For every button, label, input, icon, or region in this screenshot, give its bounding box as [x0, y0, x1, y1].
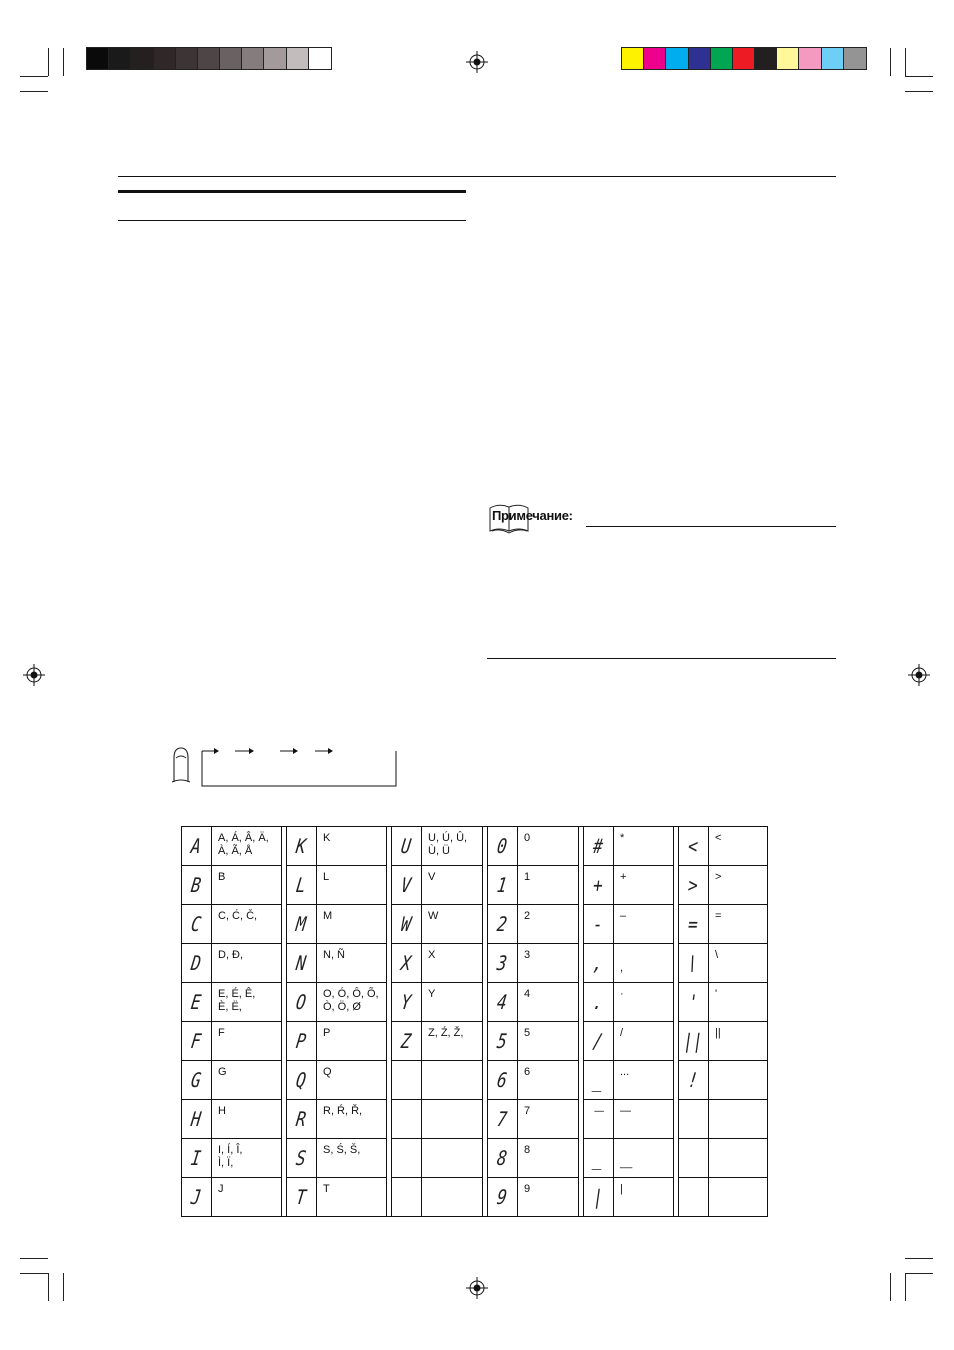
display-glyph: || — [682, 1029, 705, 1053]
character-values-cell: D, Đ, — [212, 944, 282, 983]
display-glyph-cell — [488, 1139, 518, 1178]
crop-mark — [905, 91, 933, 92]
display-glyph-cell — [584, 1061, 614, 1100]
character-values-cell: 1 — [518, 866, 579, 905]
character-table — [181, 826, 768, 1217]
character-values-cell: – — [614, 905, 674, 944]
display-glyph-cell — [392, 1178, 422, 1217]
display-glyph-cell — [392, 983, 422, 1022]
display-glyph: _ — [591, 1146, 605, 1170]
display-glyph-cell — [392, 1139, 422, 1178]
character-values-cell: || — [709, 1022, 768, 1061]
display-glyph: 3 — [495, 951, 509, 975]
crop-mark — [905, 76, 933, 77]
color-swatch — [777, 48, 799, 69]
display-glyph: < — [686, 834, 700, 858]
display-glyph-cell — [679, 1061, 709, 1100]
color-swatch — [220, 48, 242, 69]
display-glyph-cell — [488, 1100, 518, 1139]
display-glyph: > — [686, 873, 700, 897]
character-values-cell: 0 — [518, 827, 579, 866]
color-swatch — [666, 48, 688, 69]
character-values-cell: G — [212, 1061, 282, 1100]
display-glyph-cell — [584, 983, 614, 1022]
display-glyph-cell — [287, 1178, 317, 1217]
crop-mark — [890, 1273, 891, 1301]
crop-mark — [48, 1273, 49, 1301]
color-swatch — [755, 48, 777, 69]
display-glyph-cell — [287, 1100, 317, 1139]
crop-mark — [63, 1273, 64, 1301]
crop-mark — [905, 1273, 933, 1274]
character-values-cell: \ — [709, 944, 768, 983]
color-swatch — [711, 48, 733, 69]
display-glyph: 4 — [495, 990, 509, 1014]
color-swatch — [622, 48, 644, 69]
character-values-cell: Z, Ź, Ž, — [422, 1022, 483, 1061]
display-glyph-cell — [287, 1022, 317, 1061]
crop-mark — [63, 48, 64, 76]
display-glyph: - — [591, 912, 605, 936]
crop-mark — [905, 1273, 906, 1301]
display-glyph: X — [399, 951, 413, 975]
display-glyph: 0 — [495, 834, 509, 858]
character-values-cell: , — [614, 944, 674, 983]
table-row — [182, 827, 768, 866]
registration-mark-icon — [466, 51, 488, 73]
display-glyph-cell — [182, 827, 212, 866]
display-glyph-cell — [182, 1061, 212, 1100]
color-swatch — [689, 48, 711, 69]
table-row — [182, 1178, 768, 1217]
character-values-cell — [709, 1061, 768, 1100]
table-row — [182, 944, 768, 983]
table-row — [182, 1022, 768, 1061]
display-glyph: K — [294, 834, 308, 858]
display-glyph: 5 — [495, 1029, 509, 1053]
display-glyph-cell — [182, 944, 212, 983]
character-values-cell: ' — [709, 983, 768, 1022]
character-values-cell: Q — [317, 1061, 387, 1100]
character-values-cell: W — [422, 905, 483, 944]
display-glyph-cell — [488, 827, 518, 866]
display-glyph: 9 — [495, 1185, 509, 1209]
display-glyph: M — [294, 912, 308, 936]
display-glyph: 2 — [495, 912, 509, 936]
character-values-cell — [709, 1178, 768, 1217]
character-values-cell: F — [212, 1022, 282, 1061]
crop-mark — [890, 48, 891, 76]
character-values-cell: < — [709, 827, 768, 866]
display-glyph-cell — [287, 983, 317, 1022]
display-glyph: R — [294, 1107, 308, 1131]
display-glyph-cell — [182, 1178, 212, 1217]
display-glyph-cell — [392, 1061, 422, 1100]
display-glyph-cell — [584, 1100, 614, 1139]
character-values-cell: H — [212, 1100, 282, 1139]
character-values-cell: · — [614, 983, 674, 1022]
character-values-cell: T — [317, 1178, 387, 1217]
display-glyph-cell — [679, 1100, 709, 1139]
color-swatch — [109, 48, 131, 69]
display-glyph-cell — [584, 905, 614, 944]
display-glyph-cell — [488, 1178, 518, 1217]
table-row — [182, 905, 768, 944]
display-glyph: , — [591, 951, 605, 975]
note-label: Примечание: — [492, 508, 573, 523]
character-values-cell: O, Ó, Ô, Õ, Ò, Ö, Ø — [317, 983, 387, 1022]
display-glyph: G — [189, 1068, 203, 1092]
color-swatch — [822, 48, 844, 69]
character-values-cell: J — [212, 1178, 282, 1217]
display-glyph: U — [399, 834, 413, 858]
crop-mark — [905, 48, 906, 76]
character-values-cell: 7 — [518, 1100, 579, 1139]
display-glyph: V — [399, 873, 413, 897]
display-glyph: Z — [399, 1029, 413, 1053]
character-values-cell: 4 — [518, 983, 579, 1022]
display-glyph-cell — [287, 827, 317, 866]
display-glyph-cell — [679, 1178, 709, 1217]
color-swatch — [844, 48, 866, 69]
color-swatch — [154, 48, 176, 69]
character-values-cell: 2 — [518, 905, 579, 944]
character-values-cell: U, Ú, Û, Ù, Ü — [422, 827, 483, 866]
display-glyph-cell — [287, 1061, 317, 1100]
character-values-cell: > — [709, 866, 768, 905]
display-glyph-cell — [679, 1139, 709, 1178]
display-glyph: S — [294, 1146, 308, 1170]
display-glyph-cell — [182, 866, 212, 905]
character-values-cell — [422, 1139, 483, 1178]
crop-mark — [20, 91, 48, 92]
display-glyph: C — [189, 912, 203, 936]
display-glyph-cell — [392, 905, 422, 944]
character-values-cell: P — [317, 1022, 387, 1061]
grayscale-bar — [86, 47, 332, 70]
display-glyph-cell — [392, 1022, 422, 1061]
display-glyph-cell — [287, 944, 317, 983]
character-values-cell — [422, 1178, 483, 1217]
note-rule — [586, 526, 836, 527]
display-glyph-cell — [392, 866, 422, 905]
character-values-cell: 9 — [518, 1178, 579, 1217]
display-glyph-cell — [182, 1139, 212, 1178]
display-glyph-cell — [679, 1022, 709, 1061]
crop-mark — [905, 1258, 933, 1259]
display-glyph: W — [399, 912, 413, 936]
registration-mark-icon — [23, 664, 45, 686]
color-swatch — [87, 48, 109, 69]
table-row — [182, 1100, 768, 1139]
display-glyph: A — [189, 834, 203, 858]
display-glyph-cell — [392, 944, 422, 983]
display-glyph: E — [189, 990, 203, 1014]
character-values-cell: — — [614, 1100, 674, 1139]
character-values-cell: 5 — [518, 1022, 579, 1061]
display-glyph: L — [294, 873, 308, 897]
display-glyph: + — [591, 873, 605, 897]
character-values-cell: A, Á, Â, Ä, À, Ã, Å — [212, 827, 282, 866]
display-glyph-cell — [287, 866, 317, 905]
display-glyph-cell — [584, 827, 614, 866]
character-values-cell: N, Ñ — [317, 944, 387, 983]
color-swatch — [176, 48, 198, 69]
section-title-underline — [118, 220, 466, 221]
display-glyph: Q — [294, 1068, 308, 1092]
display-glyph: D — [189, 951, 203, 975]
cycle-flow-diagram — [198, 745, 400, 789]
character-values-cell: M — [317, 905, 387, 944]
display-glyph: 1 — [495, 873, 509, 897]
display-glyph-cell — [488, 1061, 518, 1100]
display-glyph-cell — [287, 1139, 317, 1178]
character-values-cell: __ — [614, 1139, 674, 1178]
color-swatch — [309, 48, 331, 69]
character-values-cell: = — [709, 905, 768, 944]
character-values-cell: * — [614, 827, 674, 866]
crop-mark — [20, 1258, 48, 1259]
display-glyph-cell — [392, 1100, 422, 1139]
display-glyph-cell — [679, 983, 709, 1022]
display-glyph: # — [591, 834, 605, 858]
table-row — [182, 1139, 768, 1178]
character-values-cell — [709, 1139, 768, 1178]
display-glyph-cell — [287, 905, 317, 944]
display-glyph: H — [189, 1107, 203, 1131]
character-values-cell: C, Ć, Č, — [212, 905, 282, 944]
character-values-cell: 8 — [518, 1139, 579, 1178]
display-glyph-cell — [679, 944, 709, 983]
color-bar — [621, 47, 867, 70]
display-glyph: | — [591, 1185, 605, 1209]
display-glyph: P — [294, 1029, 308, 1053]
display-glyph: 8 — [495, 1146, 509, 1170]
finger-press-icon — [168, 744, 194, 784]
display-glyph-cell — [182, 983, 212, 1022]
color-swatch — [264, 48, 286, 69]
color-swatch — [242, 48, 264, 69]
character-values-cell: + — [614, 866, 674, 905]
display-glyph: ' — [686, 990, 700, 1014]
display-glyph: ! — [686, 1068, 700, 1092]
display-glyph: O — [294, 990, 308, 1014]
character-values-cell: S, Ś, Š, — [317, 1139, 387, 1178]
display-glyph-cell — [584, 1178, 614, 1217]
display-glyph-cell — [584, 1022, 614, 1061]
display-glyph: 7 — [495, 1107, 509, 1131]
display-glyph: = — [686, 912, 700, 936]
character-values-cell: 6 — [518, 1061, 579, 1100]
character-values-cell: 3 — [518, 944, 579, 983]
display-glyph: J — [189, 1185, 203, 1209]
header-rule — [118, 176, 836, 177]
character-values-cell — [709, 1100, 768, 1139]
crop-mark — [20, 1273, 48, 1274]
display-glyph-cell — [488, 866, 518, 905]
display-glyph: T — [294, 1185, 308, 1209]
crop-mark — [20, 76, 48, 77]
registration-mark-icon — [908, 664, 930, 686]
character-values-cell: Y — [422, 983, 483, 1022]
character-values-cell: ... — [614, 1061, 674, 1100]
color-swatch — [733, 48, 755, 69]
display-glyph: . — [591, 990, 605, 1014]
color-swatch — [644, 48, 666, 69]
character-values-cell: R, Ŕ, Ř, — [317, 1100, 387, 1139]
character-values-cell — [422, 1100, 483, 1139]
crop-mark — [48, 48, 49, 76]
character-values-cell: X — [422, 944, 483, 983]
display-glyph-cell — [488, 1022, 518, 1061]
table-row — [182, 1061, 768, 1100]
note-end-rule — [487, 658, 836, 659]
display-glyph: F — [189, 1029, 203, 1053]
table-row — [182, 866, 768, 905]
registration-mark-icon — [466, 1277, 488, 1299]
display-glyph: \ — [686, 951, 700, 975]
display-glyph-cell — [584, 944, 614, 983]
display-glyph-cell — [584, 866, 614, 905]
character-values-cell: E, É, Ê, È, Ë, — [212, 983, 282, 1022]
display-glyph-cell — [182, 905, 212, 944]
character-values-cell: / — [614, 1022, 674, 1061]
character-values-cell — [422, 1061, 483, 1100]
character-values-cell: L — [317, 866, 387, 905]
color-swatch — [287, 48, 309, 69]
display-glyph-cell — [679, 827, 709, 866]
character-values-cell: B — [212, 866, 282, 905]
display-glyph-cell — [182, 1100, 212, 1139]
character-values-cell: | — [614, 1178, 674, 1217]
display-glyph: / — [591, 1029, 605, 1053]
display-glyph-cell — [488, 944, 518, 983]
table-row — [182, 983, 768, 1022]
display-glyph-cell — [182, 1022, 212, 1061]
display-glyph: B — [189, 873, 203, 897]
display-glyph-cell — [392, 827, 422, 866]
color-swatch — [131, 48, 153, 69]
color-swatch — [799, 48, 821, 69]
display-glyph-cell — [488, 983, 518, 1022]
display-glyph-cell — [679, 905, 709, 944]
display-glyph-cell — [488, 905, 518, 944]
display-glyph-cell — [679, 866, 709, 905]
display-glyph-cell — [584, 1139, 614, 1178]
display-glyph: Y — [399, 990, 413, 1014]
display-glyph: 6 — [495, 1068, 509, 1092]
section-title-rule — [118, 190, 466, 193]
color-swatch — [198, 48, 220, 69]
display-glyph: ‾ — [591, 1107, 605, 1131]
display-glyph: N — [294, 951, 308, 975]
character-values-cell: K — [317, 827, 387, 866]
character-values-cell: V — [422, 866, 483, 905]
display-glyph: I — [189, 1146, 203, 1170]
display-glyph: _ — [591, 1068, 605, 1092]
character-values-cell: I, Í, Î, Ì, Ï, — [212, 1139, 282, 1178]
